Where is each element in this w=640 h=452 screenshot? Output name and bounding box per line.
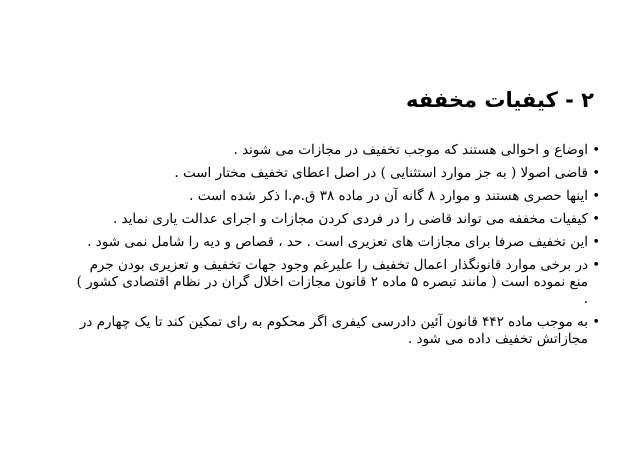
slide-title: ۲ - کیفیات مخففه [405, 88, 594, 112]
bullet-item: • به موجب ماده ۴۴۲ قانون آئین دادرسی کیفری اگر محکوم به رای تمکین کند تا یک چهارم در مجازاتش تخفیف داده می شود . [70, 314, 600, 348]
bullet-item: • قاضی اصولا ( به جز موارد استثنایی ) در اصل اعطای تخفیف مختار است . [70, 165, 600, 182]
bullet-item: • اینها حصری هستند و موارد ۸ گانه آن در ماده ۳۸ ق.م.ا ذکر شده است . [70, 188, 600, 205]
bullet-item: • در برخی موارد قانونگذار اعمال تخفیف را علیرغم وجود جهات تخفیف و تعزیری بودن جرم منع نموده است ( مانند تبصره ۵ ماده ۲ قانون مجازات اخلال گران در نظام اقتصادی کشور ) . [70, 257, 600, 308]
bullet-item: • کیفیات مخففه می تواند قاضی را در فردی کردن مجازات و اجرای عدالت یاری نماید . [70, 211, 600, 228]
bullet-list [70, 142, 600, 354]
bullet-item: • این تخفیف صرفا برای مجازات های تعزیری است . حد ، قصاص و دیه را شامل نمی شود . [70, 234, 600, 251]
bullet-item: • اوضاع و احوالی هستند که موجب تخفیف در مجازات می شوند . [70, 142, 600, 159]
